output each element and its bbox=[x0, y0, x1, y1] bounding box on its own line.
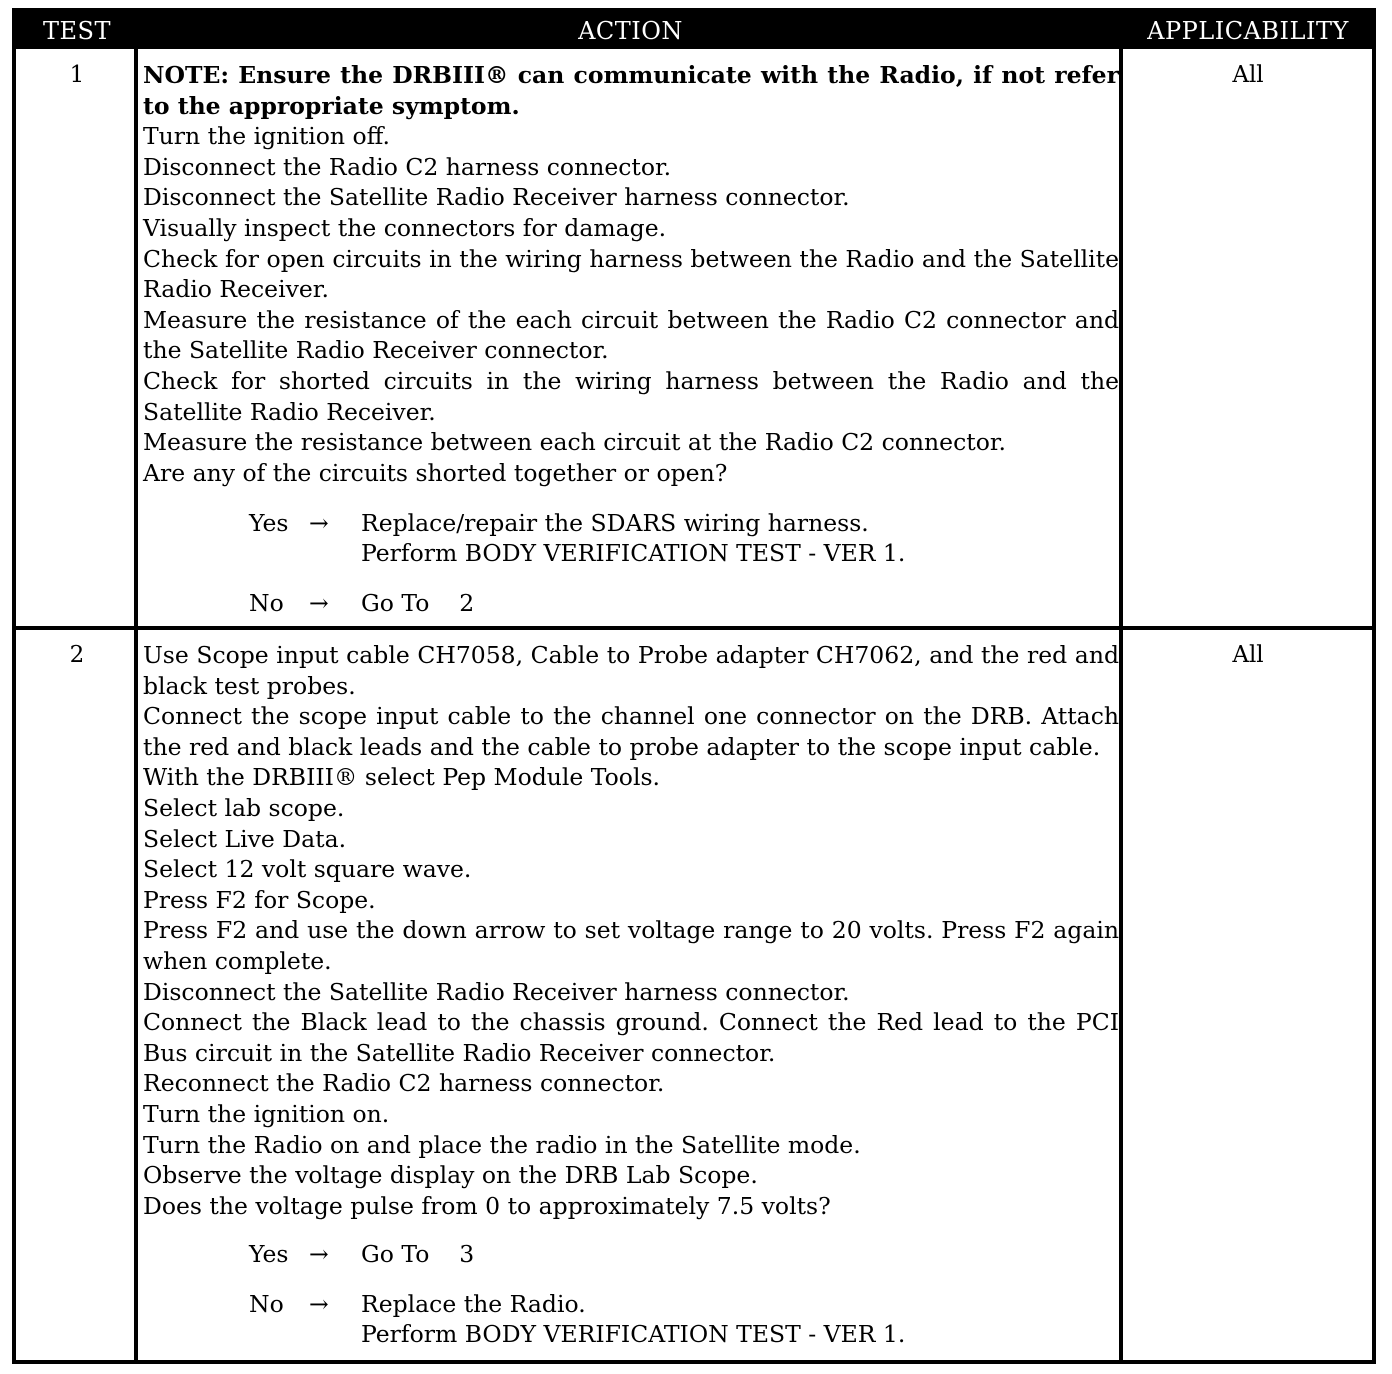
right-arrow-icon: → bbox=[309, 589, 329, 617]
action-steps bbox=[143, 60, 1119, 488]
right-arrow-icon: → bbox=[309, 1290, 329, 1318]
step-text: Disconnect the Radio C2 harness connector. bbox=[143, 152, 672, 181]
table-header bbox=[16, 12, 1372, 49]
result-text: Go To 3 bbox=[361, 1240, 475, 1268]
question-text: Are any of the circuits shorted together or open? bbox=[143, 458, 728, 487]
right-arrow-icon: → bbox=[309, 1240, 329, 1268]
result-text: Replace the Radio. bbox=[361, 1290, 586, 1318]
row-divider bbox=[16, 626, 1372, 630]
step-text: Press F2 and use the down arrow to set voltage range to 20 volts. Press F2 again when complete. bbox=[143, 916, 1119, 975]
step-text: Reconnect the Radio C2 harness connector. bbox=[143, 1069, 665, 1098]
step-text: Connect the Black lead to the chassis ground. Connect the Red lead to the PCI Bus circuit in the Satellite Radio Receiver connector. bbox=[143, 1008, 1119, 1067]
step-text: Measure the resistance of the each circuit between the Radio C2 connector and the Satellite Radio Receiver connector. bbox=[143, 305, 1119, 365]
header-applicability: APPLICABILITY bbox=[1147, 17, 1349, 45]
result-text: Replace/repair the SDARS wiring harness. bbox=[361, 509, 869, 537]
step-text: Connect the scope input cable to the channel one connector on the DRB. Attach the red and black leads and the cable to probe adapter to the scope input cable. bbox=[143, 702, 1119, 761]
column-divider bbox=[1119, 12, 1123, 1360]
header-action: ACTION bbox=[578, 17, 683, 45]
step-text: Press F2 for Scope. bbox=[143, 885, 376, 914]
step-text: Select Live Data. bbox=[143, 824, 347, 853]
result-label: Yes bbox=[249, 1240, 289, 1268]
action-steps bbox=[143, 640, 1119, 1221]
step-text: Disconnect the Satellite Radio Receiver harness connector. bbox=[143, 183, 850, 212]
result-label: Yes bbox=[249, 509, 289, 537]
step-text: Select 12 volt square wave. bbox=[143, 855, 472, 884]
step-text: Turn the ignition off. bbox=[143, 122, 391, 151]
step-text: Check for open circuits in the wiring harness between the Radio and the Satellite Radio Receiver. bbox=[143, 244, 1119, 304]
test-number: 2 bbox=[69, 642, 85, 668]
step-text: Select lab scope. bbox=[143, 793, 345, 822]
step-text: Turn the ignition on. bbox=[143, 1099, 390, 1128]
result-text: Perform BODY VERIFICATION TEST - VER 1. bbox=[361, 1320, 906, 1348]
step-text: With the DRBIII® select Pep Module Tools. bbox=[143, 763, 660, 792]
result-text: Go To 2 bbox=[361, 589, 475, 617]
right-arrow-icon: → bbox=[309, 509, 329, 537]
applicability-value: All bbox=[1232, 62, 1264, 88]
applicability-value: All bbox=[1232, 642, 1264, 668]
diagnostic-test-table bbox=[12, 8, 1376, 1364]
step-text: Measure the resistance between each circuit at the Radio C2 connector. bbox=[143, 428, 1006, 457]
result-label: No bbox=[249, 1290, 284, 1318]
step-text: Observe the voltage display on the DRB Lab Scope. bbox=[143, 1161, 758, 1190]
step-text: Check for shorted circuits in the wiring harness between the Radio and the Satellite Radio Receiver. bbox=[143, 366, 1119, 426]
header-test: TEST bbox=[43, 17, 111, 45]
test-number: 1 bbox=[69, 62, 85, 88]
step-text: Use Scope input cable CH7058, Cable to Probe adapter CH7062, and the red and black test probes. bbox=[143, 641, 1119, 700]
column-divider bbox=[134, 12, 138, 1360]
step-text: Turn the Radio on and place the radio in the Satellite mode. bbox=[143, 1130, 861, 1159]
question-text: Does the voltage pulse from 0 to approximately 7.5 volts? bbox=[143, 1191, 831, 1220]
result-text: Perform BODY VERIFICATION TEST - VER 1. bbox=[361, 539, 906, 567]
note-text: NOTE: Ensure the DRBIII® can communicate with the Radio, if not refer to the appropriate symptom. bbox=[143, 61, 1119, 120]
step-text: Visually inspect the connectors for damage. bbox=[143, 213, 667, 242]
step-text: Disconnect the Satellite Radio Receiver harness connector. bbox=[143, 977, 850, 1006]
result-label: No bbox=[249, 589, 284, 617]
